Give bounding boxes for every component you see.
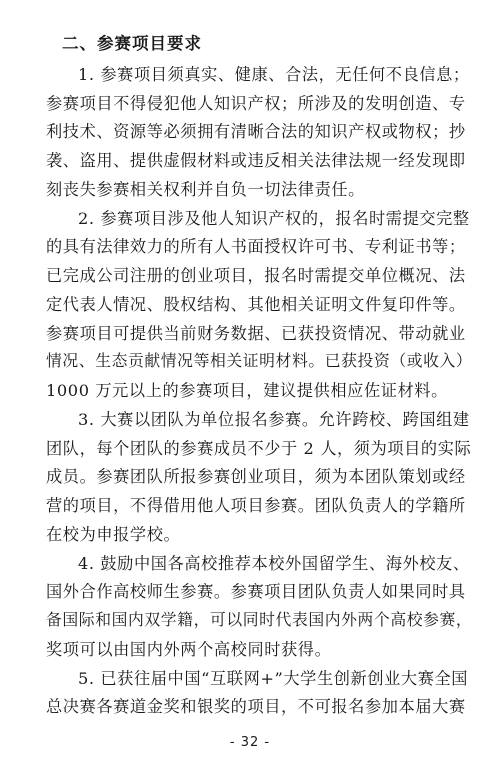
paragraph-4-line-4: 奖项可以由国内外两个高校同时获得。 xyxy=(46,640,332,659)
paragraph-1-line-4: 袭、盗用、提供虚假材料或违反相关法律法规一经发现即 xyxy=(46,151,466,170)
paragraph-3-line-5: 在校为申报学校。 xyxy=(46,525,181,544)
paragraph-4-line-2: 国外合作高校师生参赛。参赛项目团队负责人如果同时具 xyxy=(46,582,466,601)
paragraph-3-line-3: 成员。参赛团队所报参赛创业项目，须为本团队策划或经 xyxy=(46,467,466,486)
paragraph-1-line-2: 参赛项目不得侵犯他人知识产权；所涉及的发明创造、专 xyxy=(46,94,466,113)
paragraph-3-line-4: 营的项目，不得借用他人项目参赛。团队负责人的学籍所 xyxy=(46,496,466,515)
paragraph-1-line-3: 利技术、资源等必须拥有清晰合法的知识产权或物权；抄 xyxy=(46,122,466,141)
section-heading: 二、参赛项目要求 xyxy=(62,34,202,53)
paragraph-2-line-3: 已完成公司注册的创业项目，报名时需提交单位概况、法 xyxy=(46,266,466,285)
paragraph-3-line-2: 团队，每个团队的参赛成员不少于 2 人，须为项目的实际 xyxy=(46,439,472,458)
paragraph-5-line-1: 5. 已获往届中国“互联网+”大学生创新创业大赛全国 xyxy=(78,669,469,688)
paragraph-1-line-1: 1. 参赛项目须真实、健康、合法，无任何不良信息； xyxy=(78,65,470,84)
paragraph-5-line-2: 总决赛各赛道金奖和银奖的项目，不可报名参加本届大赛 xyxy=(46,697,466,716)
paragraph-4-line-3: 备国际和国内双学籍，可以同时代表国内外两个高校参赛， xyxy=(46,610,473,629)
paragraph-2-line-1: 2. 参赛项目涉及他人知识产权的，报名时需提交完整 xyxy=(78,209,470,228)
paragraph-2-line-5: 参赛项目可提供当前财务数据、已获投资情况、带动就业 xyxy=(46,324,466,343)
paragraph-4-line-1: 4. 鼓励中国各高校推荐本校外国留学生、海外校友、 xyxy=(78,554,470,573)
paragraph-3-line-1: 3. 大赛以团队为单位报名参赛。允许跨校、跨国组建 xyxy=(78,410,470,429)
paragraph-2-line-7: 1000 万元以上的参赛项目，建议提供相应佐证材料。 xyxy=(46,381,448,400)
page-number: - 32 - xyxy=(229,735,271,750)
paragraph-2-line-4: 定代表人情况、股权结构、其他相关证明文件复印件等。 xyxy=(46,295,466,314)
paragraph-2-line-2: 的具有法律效力的所有人书面授权许可书、专利证书等； xyxy=(46,237,466,256)
paragraph-1-line-5: 刻丧失参赛相关权利并自负一切法律责任。 xyxy=(46,180,365,199)
paragraph-2-line-6: 情况、生态贡献情况等相关证明材料。已获投资（或收入） xyxy=(46,351,473,370)
